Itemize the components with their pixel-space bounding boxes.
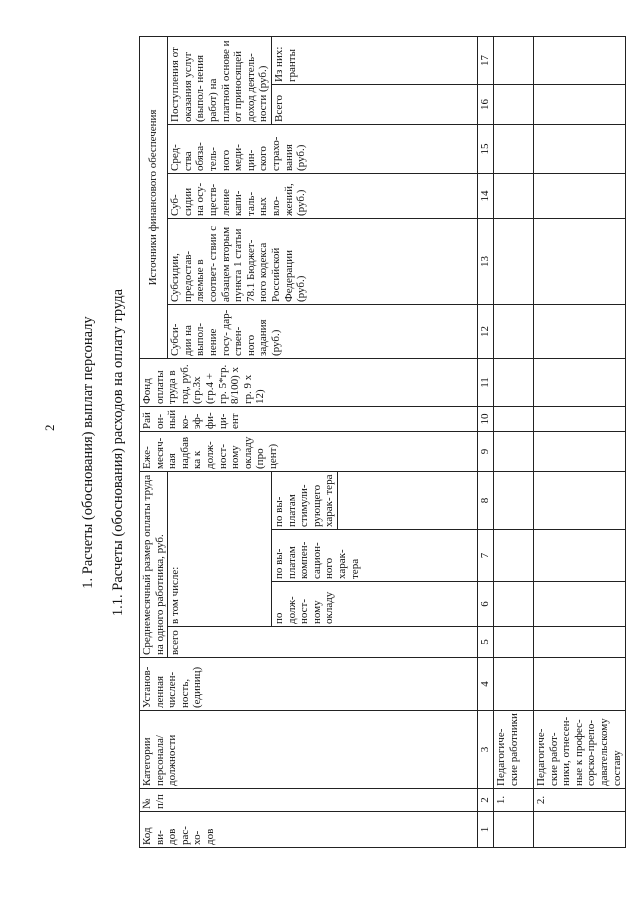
header-total: всего (168, 627, 478, 658)
row-cell (533, 530, 625, 582)
row-cell (533, 218, 625, 304)
row-cell (533, 431, 625, 471)
header-grants: Из них: гранты (271, 36, 477, 84)
row-code (493, 812, 533, 848)
row-cell (533, 124, 625, 173)
row-cell (493, 530, 533, 582)
row-cell (493, 124, 533, 173)
column-index: 3 (477, 711, 493, 789)
row-cell (493, 36, 533, 84)
column-index: 1 (477, 812, 493, 848)
header-capital-subsidy: Суб- сидии на осу- ществ- ление капи- таль- ных вло- жений, (руб.) (168, 173, 478, 218)
column-index: 7 (477, 530, 493, 582)
table-row (533, 36, 625, 847)
row-cell (493, 582, 533, 627)
row-cell (493, 358, 533, 406)
header-other-subsidy: Субсидии, предостав- ляемые в соответ- ствии с абзацем вторым пункта 1 статьи 78.1 Бюджет- ного кодекса Российской Федерации (руб.) (168, 218, 478, 304)
row-code (533, 812, 625, 848)
row-number: 2. (533, 789, 625, 812)
column-index: 5 (477, 627, 493, 658)
header-income-total: Всего (271, 84, 477, 124)
header-category: Категории персонала/ должности (140, 711, 478, 789)
row-cell (493, 84, 533, 124)
header-salary-group: Среднемесячный размер оплаты труда на одного работника, руб. (140, 471, 168, 657)
row-cell (533, 304, 625, 358)
header-state-task-subsidy: Субси- дии на выпол- нение госу- дар- ствен- ного задания (руб.) (168, 304, 478, 358)
section-heading: 1. Расчеты (обоснования) выплат персоналу (80, 316, 96, 589)
header-incentive: по вы- платам стимули- рующего харак- тера (271, 471, 337, 529)
payroll-table (139, 36, 626, 848)
row-cell (533, 406, 625, 431)
column-index: 6 (477, 582, 493, 627)
header-monthly-bonus: Еже- месяч- ная надбав ка к долж- ност- ному окладу (про цент) (140, 431, 478, 471)
column-index: 17 (477, 36, 493, 84)
row-cell (533, 627, 625, 658)
header-number: № п/п (140, 789, 478, 812)
row-category: Педагогиче- ские работ- ники, отнесен- ные к профес- сорско-препо- давательскому составу (533, 711, 625, 789)
row-category: Педагогиче- ские работники (493, 711, 533, 789)
column-index: 10 (477, 406, 493, 431)
header-including: в том числе: (168, 471, 272, 626)
row-cell (533, 358, 625, 406)
row-cell (533, 84, 625, 124)
row-cell (493, 431, 533, 471)
column-index: 4 (477, 658, 493, 711)
header-base-salary: по долж- ност- ному окладу (271, 582, 477, 627)
row-cell (533, 173, 625, 218)
row-cell (493, 406, 533, 431)
row-number: 1. (493, 789, 533, 812)
column-index: 15 (477, 124, 493, 173)
column-index-row (477, 36, 493, 847)
column-index: 11 (477, 358, 493, 406)
row-cell (493, 173, 533, 218)
row-cell (533, 582, 625, 627)
row-cell (493, 658, 533, 711)
row-cell (493, 627, 533, 658)
page-number: 2 (42, 424, 57, 431)
column-index: 2 (477, 789, 493, 812)
row-cell (533, 36, 625, 84)
row-cell (493, 218, 533, 304)
column-index: 9 (477, 431, 493, 471)
row-cell (493, 304, 533, 358)
column-index: 13 (477, 218, 493, 304)
header-insurance-funds: Сред- ства обяза- тель- ного меди- цин- ского страхо- вания (руб.) (168, 124, 478, 173)
header-district-coef: Рай он- ный ко- эф- фи- ци- ент (140, 406, 478, 431)
subsection-heading: 1.1. Расчеты (обоснования) расходов на оплату труда (110, 288, 126, 617)
header-income-group: Поступления от оказания услуг (выпол- нения работ) на платной основе и от приносящей доход деятель- ности (руб.) (168, 36, 272, 124)
column-index: 14 (477, 173, 493, 218)
header-code: Код ви- дов рас- хо- дов (140, 812, 478, 848)
header-sources-group: Источники финансового обеспечения (140, 36, 168, 358)
column-index: 12 (477, 304, 493, 358)
row-cell (493, 471, 533, 529)
header-compensation: по вы- платам компен- сацион- ного харак- тера (271, 530, 477, 582)
header-headcount: Установ- ленная числен- ность, (единиц) (140, 658, 478, 711)
row-cell (533, 658, 625, 711)
table-row (493, 36, 533, 847)
header-annual-fund: Фонд оплаты труда в год, руб. (гр.3х (гр.4 + гр. 5*гр. 8/100) х гр. 9 х 12) (140, 358, 478, 406)
header-incentive-spacer (337, 471, 477, 529)
column-index: 8 (477, 471, 493, 529)
row-cell (533, 471, 625, 529)
column-index: 16 (477, 84, 493, 124)
